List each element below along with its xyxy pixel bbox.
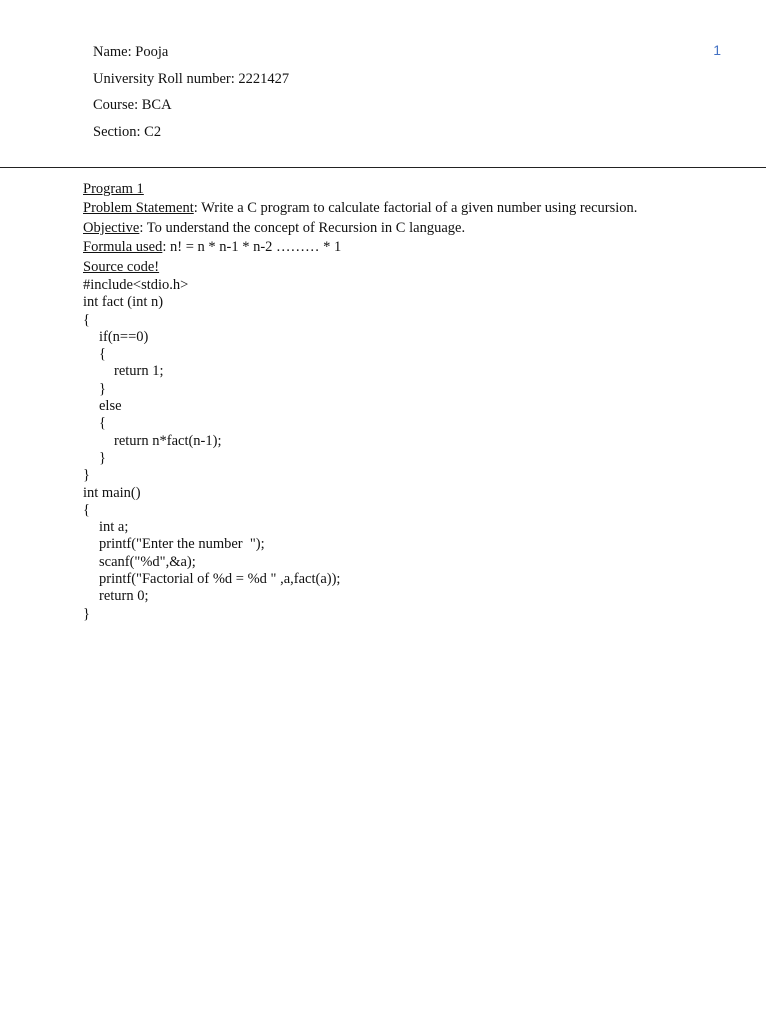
formula-text: : n! = n * n-1 * n-2 ……… * 1 bbox=[162, 239, 342, 256]
code-line: printf("Enter the number "); bbox=[99, 536, 265, 553]
code-line: int main() bbox=[83, 484, 141, 501]
header-divider bbox=[0, 167, 766, 168]
formula bbox=[83, 238, 637, 257]
problem-statement bbox=[83, 199, 637, 218]
problem-statement-label: Problem Statement bbox=[83, 200, 194, 217]
code-line: } bbox=[83, 467, 90, 484]
code-line: return 0; bbox=[99, 588, 149, 605]
problem-statement-text: : Write a C program to calculate factorial of a given number using recursion. bbox=[193, 200, 638, 217]
student-name: Name: Pooja bbox=[93, 44, 169, 60]
roll-number: University Roll number: 2221427 bbox=[93, 70, 290, 87]
code-line: { bbox=[83, 501, 90, 518]
code-line: { bbox=[99, 346, 106, 363]
code-line: scanf("%d",&a); bbox=[99, 553, 196, 570]
code-line: if(n==0) bbox=[99, 328, 149, 345]
objective bbox=[83, 219, 637, 238]
code-line: } bbox=[99, 449, 106, 466]
code-line: } bbox=[99, 380, 106, 397]
code-line: #include<stdio.h> bbox=[83, 276, 189, 293]
source-code-block bbox=[83, 277, 637, 623]
code-line: return 1; bbox=[114, 363, 164, 380]
objective-label: Objective bbox=[83, 219, 140, 236]
code-line: } bbox=[83, 605, 90, 622]
code-line: int fact (int n) bbox=[83, 294, 164, 311]
course: Course: BCA bbox=[93, 97, 172, 114]
page-number: 1 bbox=[713, 42, 721, 58]
source-code-label: Source code! bbox=[83, 258, 160, 275]
objective-text: : To understand the concept of Recursion in C language. bbox=[139, 219, 466, 236]
code-line: return n*fact(n-1); bbox=[114, 432, 222, 449]
code-line: int a; bbox=[99, 519, 129, 536]
code-line: { bbox=[83, 311, 90, 328]
program-title-text: Program 1 bbox=[83, 181, 144, 197]
section: Section: C2 bbox=[93, 124, 162, 141]
code-line: else bbox=[99, 398, 122, 415]
code-line: printf("Factorial of %d = %d " ,a,fact(a)); bbox=[99, 571, 341, 587]
code-line: { bbox=[99, 415, 106, 432]
student-header bbox=[93, 42, 289, 149]
formula-label: Formula used bbox=[83, 239, 163, 256]
source-code-heading bbox=[83, 258, 637, 277]
program-title bbox=[83, 180, 637, 199]
program-body bbox=[83, 180, 637, 623]
